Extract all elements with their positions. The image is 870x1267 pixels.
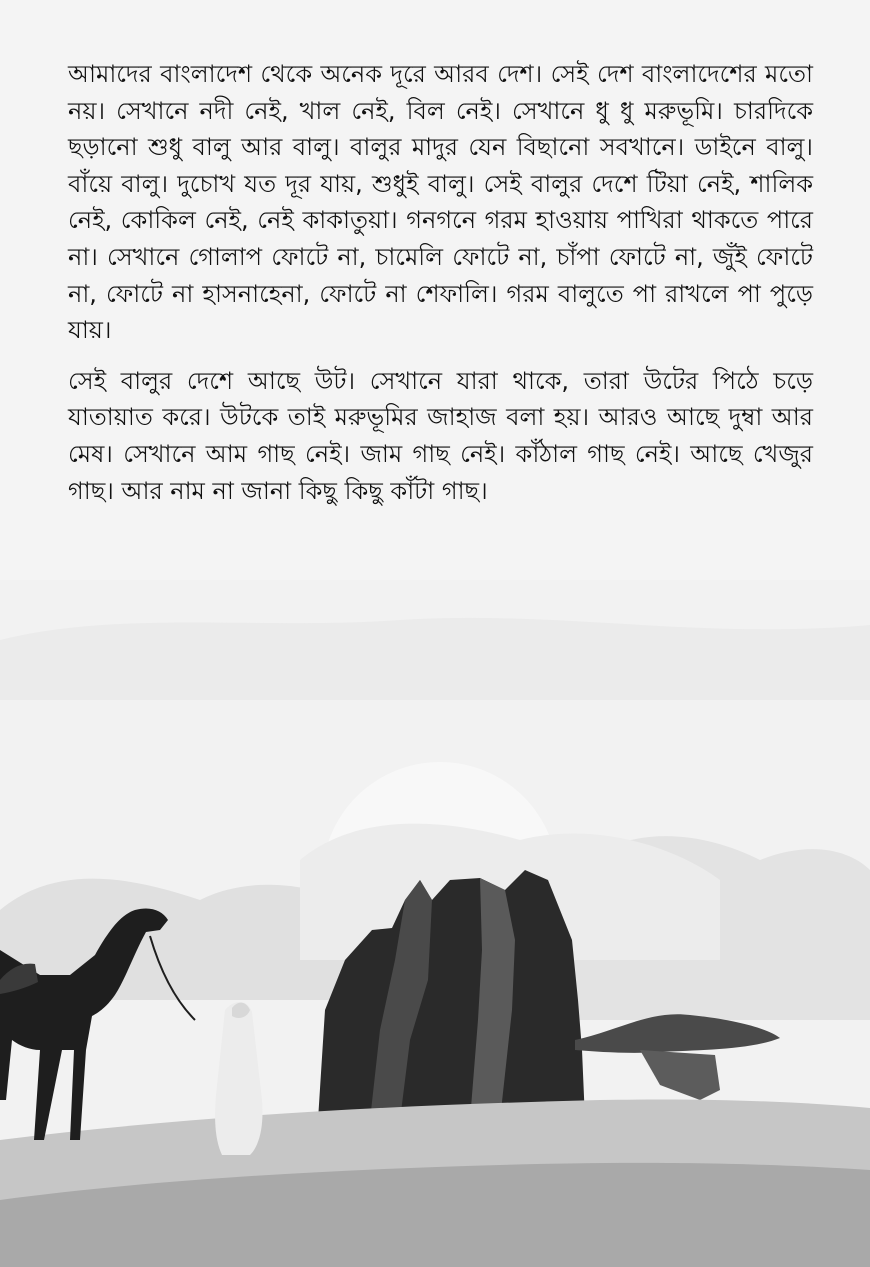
- paragraph-camel-land: সেই বালুর দেশে আছে উট। সেখানে যারা থাকে, তারা উটের পিঠে চড়ে যাতায়াত করে। উটকে তাই মরুভূমির জাহাজ বলা হয়। আরও আছে দুম্বা আর মেষ। সেখানে আম গাছ নেই। জাম গাছ নেই। কাঁঠাল গাছ নেই। আছে খেজুর গাছ। আর নাম না জানা কিছু কিছু কাঁটা গাছ।: [68, 366, 813, 505]
- story-text: [68, 56, 813, 509]
- desert-scene: [0, 580, 870, 1267]
- haze-band: [0, 618, 870, 700]
- desert-illustration: [0, 580, 870, 1267]
- paragraph-desert-intro: আমাদের বাংলাদেশ থেকে অনেক দূরে আরব দেশ। সেই দেশ বাংলাদেশের মতো নয়। সেখানে নদী নেই, খাল নেই, বিল নেই। সেখানে ধু ধু মরুভূমি। চারদিকে ছড়ানো শুধু বালু আর বালু। বালুর মাদুর যেন বিছানো সবখানে। ডাইনে বালু। বাঁয়ে বালু। দুচোখ যত দূর যায়, শুধুই বালু। সেই বালুর দেশে টিয়া নেই, শালিক নেই, কোকিল নেই, নেই কাকাতুয়া। গনগনে গরম হাওয়ায় পাখিরা থাকতে পারে না। সেখানে গোলাপ ফোটে না, চামেলি ফোটে না, চাঁপা ফোটে না, জুঁই ফোটে না, ফোটে না হাসনাহেনা, ফোটে না শেফালি। গরম বালুতে পা রাখলে পা পুড়ে যায়।: [68, 60, 814, 345]
